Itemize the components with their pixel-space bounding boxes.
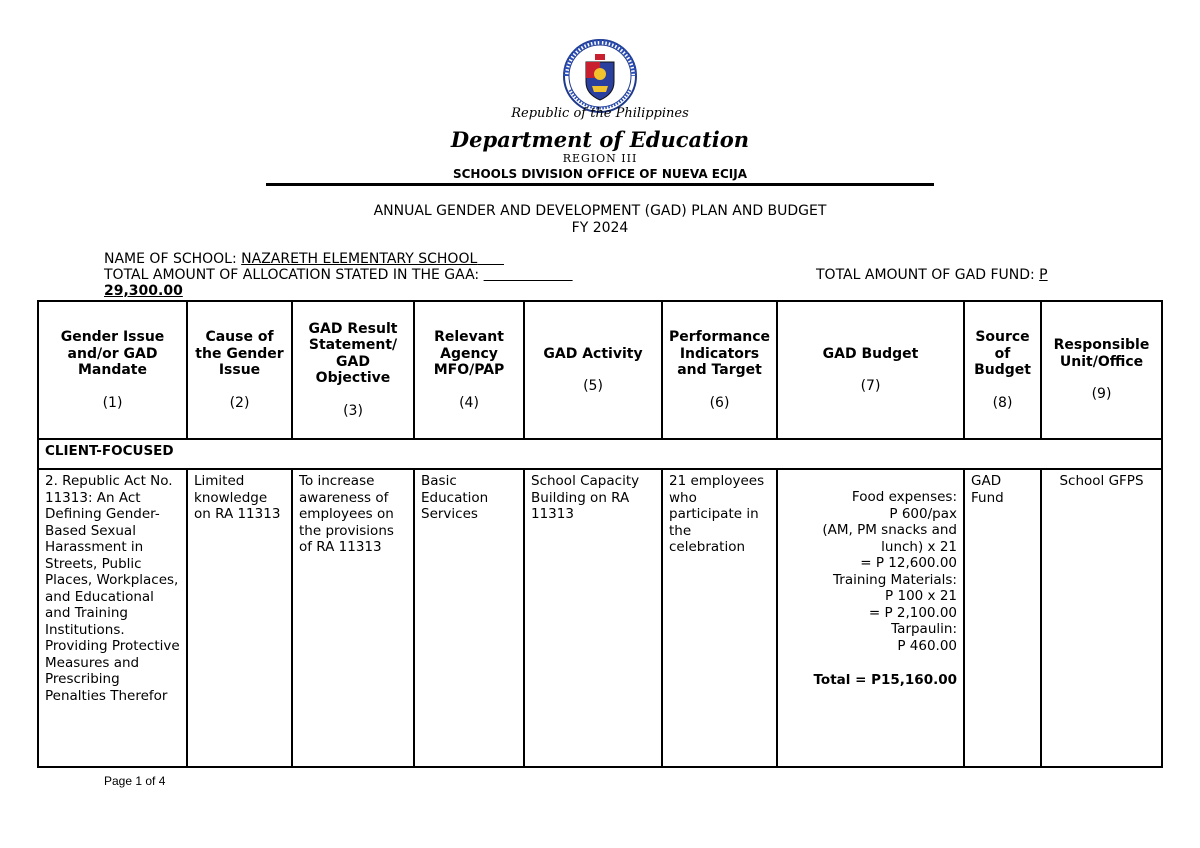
gad-fund-amount-line xyxy=(104,284,183,299)
table-header-row xyxy=(38,301,1162,439)
cell-source: GAD Fund xyxy=(964,469,1041,767)
header-responsible: Responsible Unit/Office (9) xyxy=(1041,301,1162,439)
region-heading: REGION III xyxy=(562,152,638,165)
republic-heading: Republic of the Philippines xyxy=(511,106,689,121)
header-cause: Cause of the Gender Issue (2) xyxy=(187,301,292,439)
document-title: ANNUAL GENDER AND DEVELOPMENT (GAD) PLAN AND BUDGET xyxy=(373,203,827,219)
header-activity: GAD Activity (5) xyxy=(524,301,662,439)
deped-seal-logo xyxy=(562,38,638,114)
cell-indicator: 21 employees who participate in the celebration xyxy=(662,469,777,767)
section-row xyxy=(38,439,1162,469)
school-name-line xyxy=(104,252,504,267)
cell-mandate: 2. Republic Act No. 11313: An Act Defining Gender-Based Sexual Harassment in Streets, Public Places, Workplaces, and Educational and Training Institutions. Providing Protective Measures and Prescribing Penalties Therefor xyxy=(38,469,187,767)
fiscal-year: FY 2024 xyxy=(571,220,629,236)
header-gender-issue: Gender Issue and/or GAD Mandate (1) xyxy=(38,301,187,439)
cell-activity: School Capacity Building on RA 11313 xyxy=(524,469,662,767)
header-mfo-pap: Relevant Agency MFO/PAP (4) xyxy=(414,301,524,439)
table-row xyxy=(38,469,1162,767)
cell-budget: Food expenses: P 600/pax (AM, PM snacks and lunch) x 21 = P 12,600.00 Training Materials: P 100 x 21 = P 2,100.00 Tarpaulin: P 460.00 Total = P15,160.00 xyxy=(777,469,964,767)
gad-fund-label: TOTAL AMOUNT OF GAD FUND: xyxy=(816,267,1035,283)
cell-cause: Limited knowledge on RA 11313 xyxy=(187,469,292,767)
cell-responsible: School GFPS xyxy=(1041,469,1162,767)
header-source: Source of Budget (8) xyxy=(964,301,1041,439)
header-divider xyxy=(266,183,934,186)
allocation-label: TOTAL AMOUNT OF ALLOCATION STATED IN THE GAA: xyxy=(104,267,480,283)
header-result-statement: GAD Result Statement/ GAD Objective (3) xyxy=(292,301,414,439)
header-performance: Performance Indicators and Target (6) xyxy=(662,301,777,439)
budget-total: Total = P15,160.00 xyxy=(813,672,957,688)
allocation-value xyxy=(484,267,573,283)
school-name-value: NAZARETH ELEMENTARY SCHOOL xyxy=(241,251,478,267)
cell-mfo: Basic Education Services xyxy=(414,469,524,767)
gad-fund-currency: P xyxy=(1039,267,1048,283)
gad-plan-table xyxy=(37,300,1163,768)
page-number: Page 1 of 4 xyxy=(104,774,166,788)
allocation-line xyxy=(104,268,573,283)
cell-objective: To increase awareness of employees on the provisions of RA 11313 xyxy=(292,469,414,767)
school-label: NAME OF SCHOOL: xyxy=(104,251,237,267)
gad-fund-line xyxy=(816,268,1048,283)
section-client-focused: CLIENT-FOCUSED xyxy=(38,439,1162,469)
division-heading: SCHOOLS DIVISION OFFICE OF NUEVA ECIJA xyxy=(452,167,748,181)
header-budget: GAD Budget (7) xyxy=(777,301,964,439)
department-heading: Department of Education xyxy=(450,127,750,152)
gad-fund-amount: 29,300.00 xyxy=(104,283,183,299)
